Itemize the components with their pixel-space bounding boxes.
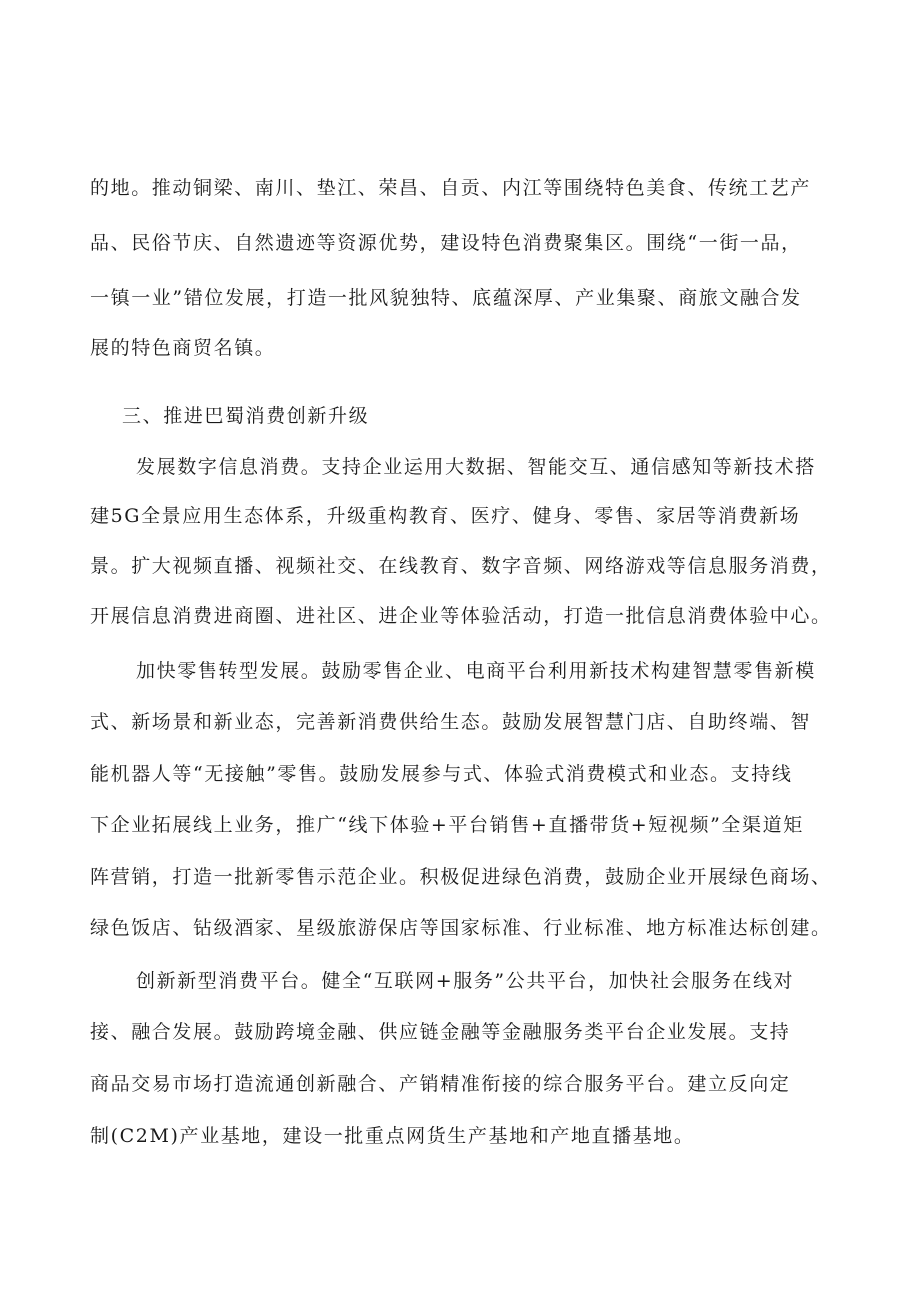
paragraph-line: 加快零售转型发展。鼓励零售企业、电商平台利用新技术构建智慧零售新模 [136,660,816,682]
paragraph-line: 展的特色商贸名镇。 [90,337,276,359]
paragraph-line: 景。扩大视频直播、视频社交、在线教育、数字音频、网络游戏等信息服务消费， [90,555,832,577]
section-heading: 三、推进巴蜀消费创新升级 [122,405,370,427]
paragraph-line: 开展信息消费进商圈、进社区、进企业等体验活动，打造一批信息消费体验中心。 [90,605,832,627]
paragraph-line: 能机器人等“无接触”零售。鼓励发展参与式、体验式消费模式和业态。支持线 [90,763,793,785]
paragraph-line: 制(C2M)产业基地，建设一批重点网货生产基地和产地直播基地。 [90,1125,695,1147]
paragraph-line: 品、民俗节庆、自然遗迹等资源优势，建设特色消费聚集区。围绕“一街一品， [90,232,802,254]
paragraph-line: 的地。推动铜梁、南川、垫江、荣昌、自贡、内江等围绕特色美食、传统工艺产 [90,177,812,199]
paragraph-line: 绿色饭店、钻级酒家、星级旅游保店等国家标准、行业标准、地方标准达标创建。 [90,917,832,939]
paragraph-line: 式、新场景和新业态，完善新消费供给生态。鼓励发展智慧门店、自助终端、智 [90,711,812,733]
paragraph-line: 创新新型消费平台。健全“互联网+服务”公共平台，加快社会服务在线对 [136,970,795,992]
paragraph-line: 商品交易市场打造流通创新融合、产销精准衔接的综合服务平台。建立反向定 [90,1073,791,1095]
paragraph-line: 建5G全景应用生态体系，升级重构教育、医疗、健身、零售、家居等消费新场 [90,505,801,527]
paragraph-line: 发展数字信息消费。支持企业运用大数据、智能交互、通信感知等新技术搭 [136,456,816,478]
paragraph-line: 阵营销，打造一批新零售示范企业。积极促进绿色消费，鼓励企业开展绿色商场、 [90,866,832,888]
paragraph-line: 接、融合发展。鼓励跨境金融、供应链金融等金融服务类平台企业发展。支持 [90,1021,791,1043]
paragraph-line: 下企业拓展线上业务，推广“线下体验+平台销售+直播带货+短视频”全渠道矩 [90,814,804,836]
paragraph-line: 一镇一业”错位发展，打造一批风貌独特、底蕴深厚、产业集聚、商旅文融合发 [90,287,802,309]
